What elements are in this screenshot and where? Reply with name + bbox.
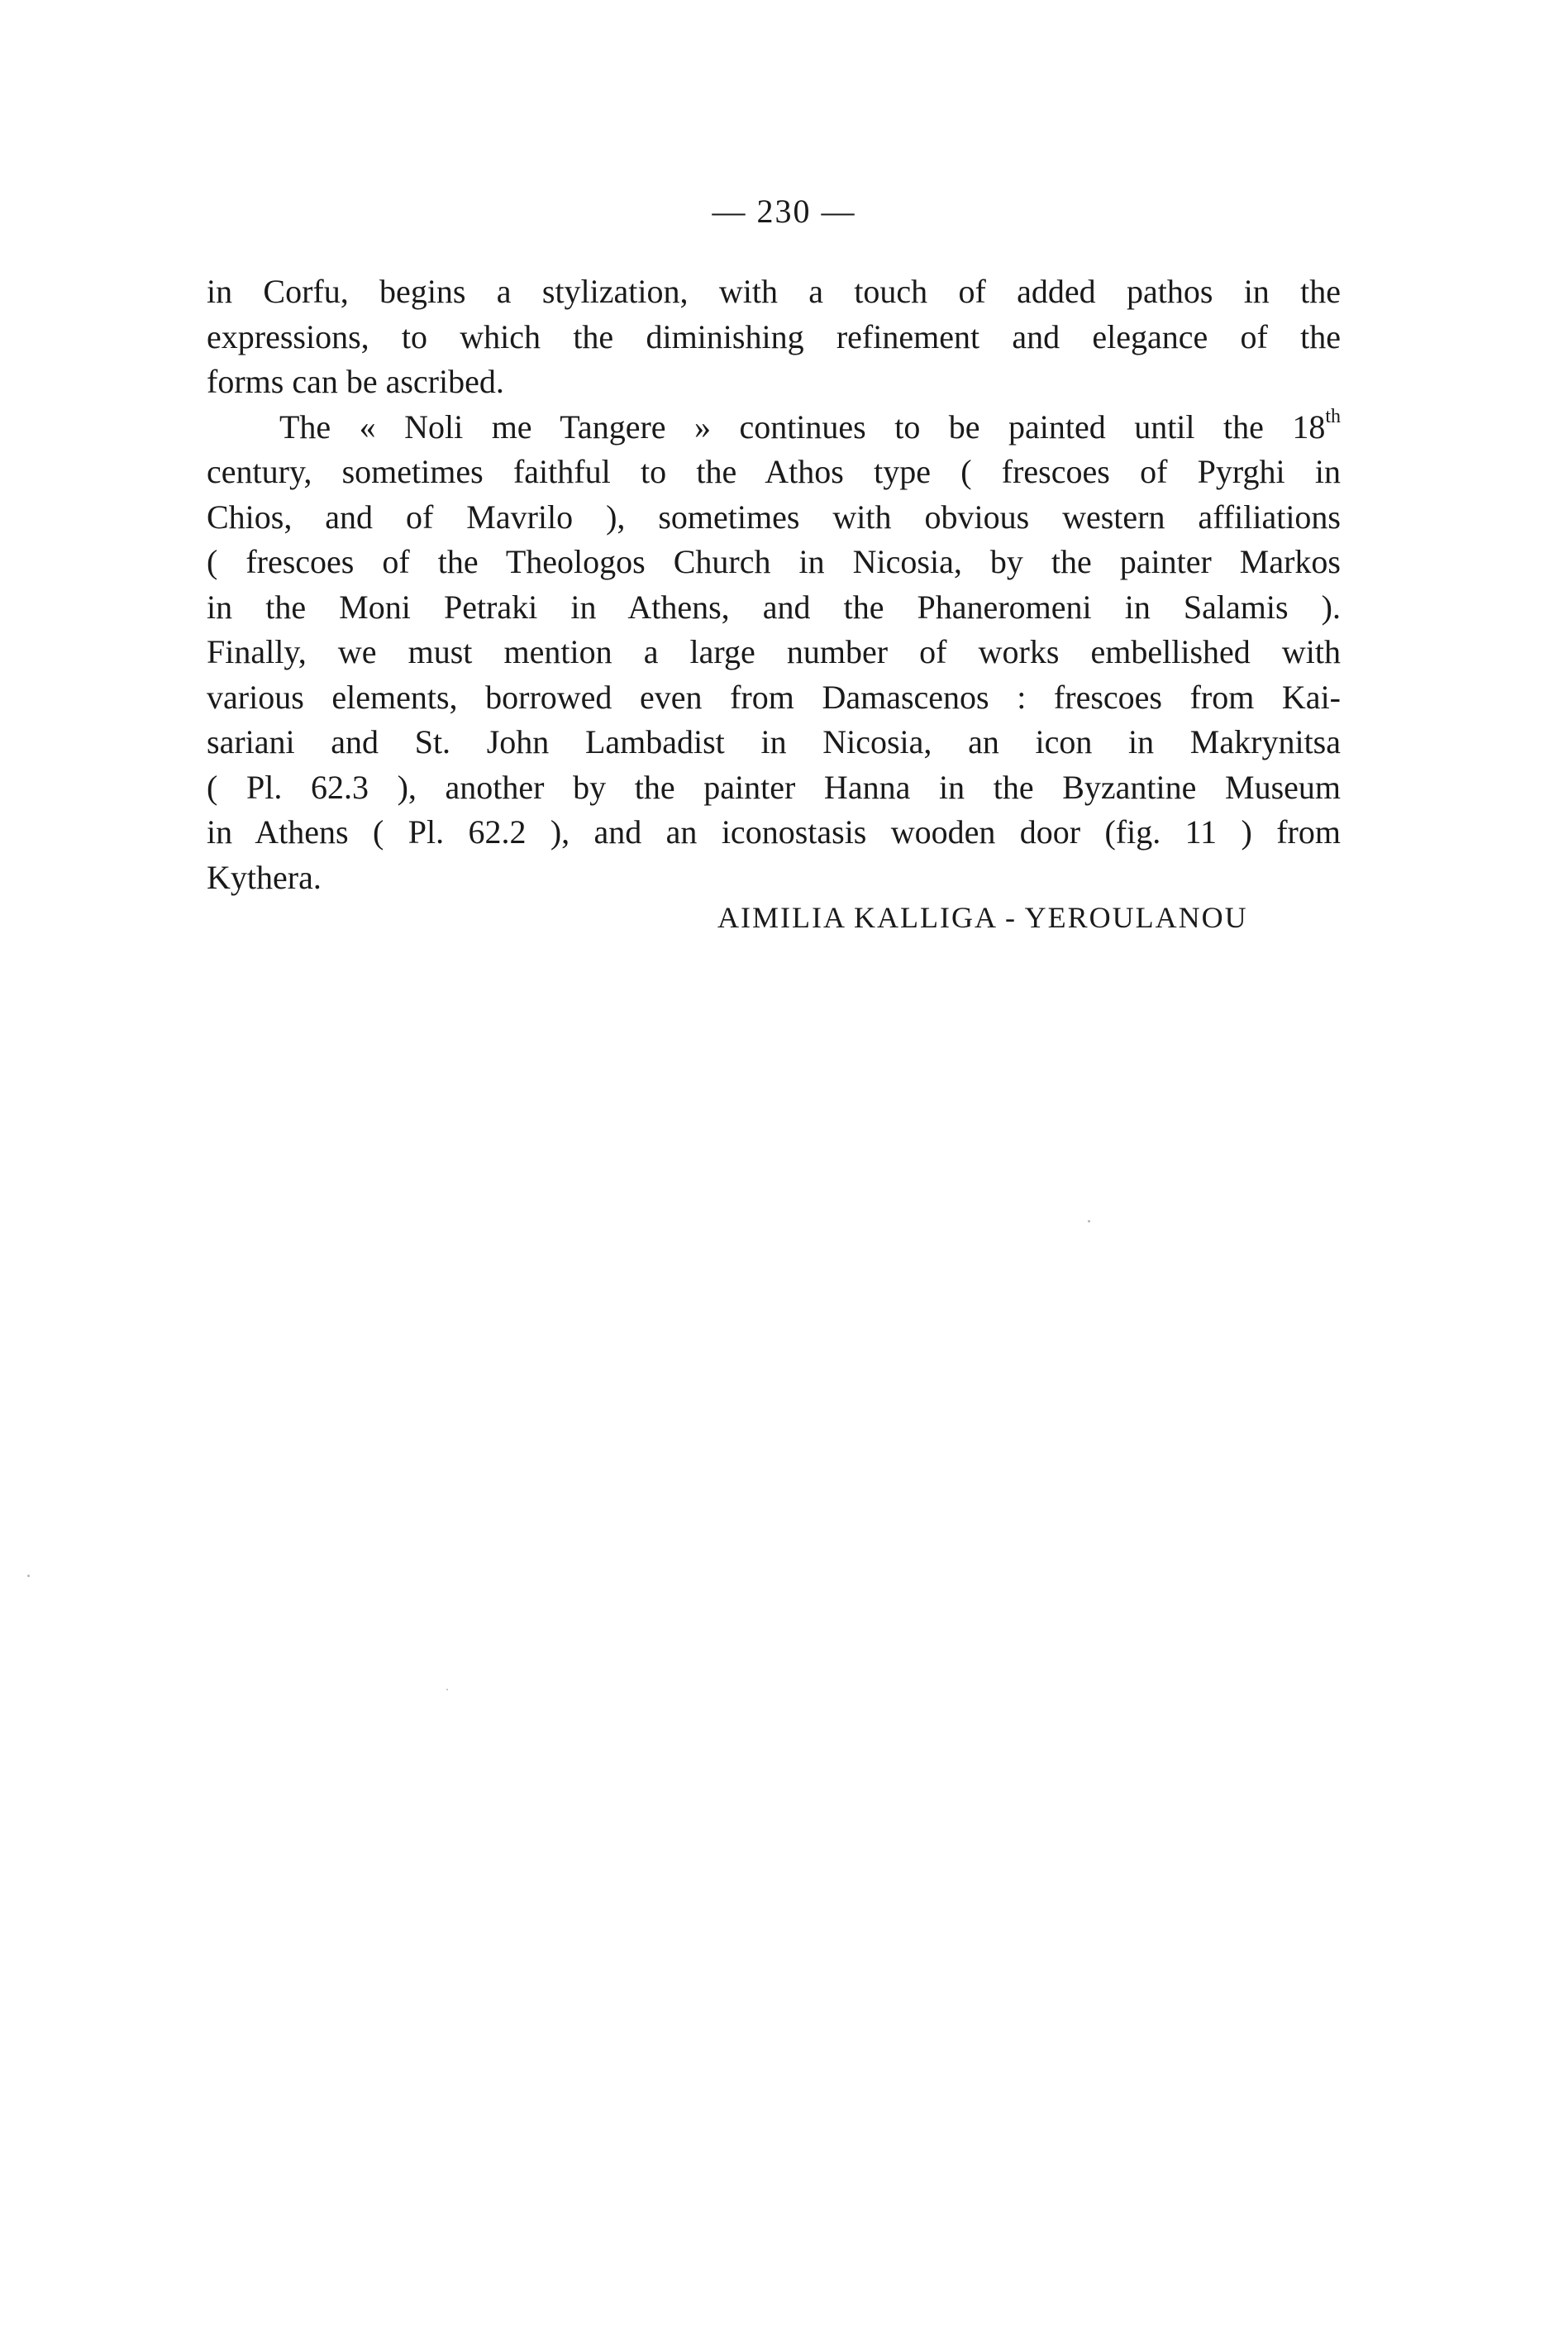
text-line: Finally, we must mention a large number of works embellished with xyxy=(207,633,1341,670)
scan-speck xyxy=(27,1575,30,1577)
text-line-main: The « Noli me Tangere » continues to be painted until the 18 xyxy=(279,408,1326,446)
text-line xyxy=(207,405,1341,450)
body-text xyxy=(207,269,1341,900)
page-number: — 230 — xyxy=(712,193,856,230)
scan-speck xyxy=(446,1689,448,1690)
text-line: Chios, and of Mavrilo ), sometimes with obvious western affiliations xyxy=(207,498,1341,536)
text-line: various elements, borrowed even from Damascenos : frescoes from Kai- xyxy=(207,678,1341,716)
text-line: Kythera. xyxy=(207,858,322,896)
text-line: forms can be ascribed. xyxy=(207,363,504,400)
author-signature: AIMILIA KALLIGA - YEROULANOU xyxy=(717,901,1248,934)
text-line: century, sometimes faithful to the Athos type ( frescoes of Pyrghi in xyxy=(207,453,1341,490)
text-line: in Corfu, begins a stylization, with a touch of added pathos in the xyxy=(207,273,1341,310)
scan-speck xyxy=(1088,1220,1090,1223)
text-line: ( Pl. 62.3 ), another by the painter Hanna in the Byzantine Museum xyxy=(207,768,1341,806)
text-line: in the Moni Petraki in Athens, and the Phaneromeni in Salamis ). xyxy=(207,588,1341,626)
text-line: sariani and St. John Lambadist in Nicosia, an icon in Makrynitsa xyxy=(207,723,1341,760)
text-line: in Athens ( Pl. 62.2 ), and an iconostasis wooden door (fig. 11 ) from xyxy=(207,813,1341,851)
text-line: ( frescoes of the Theologos Church in Nicosia, by the painter Markos xyxy=(207,543,1341,580)
ordinal-suffix: th xyxy=(1325,406,1341,428)
text-line: expressions, to which the diminishing refinement and elegance of the xyxy=(207,317,1341,355)
